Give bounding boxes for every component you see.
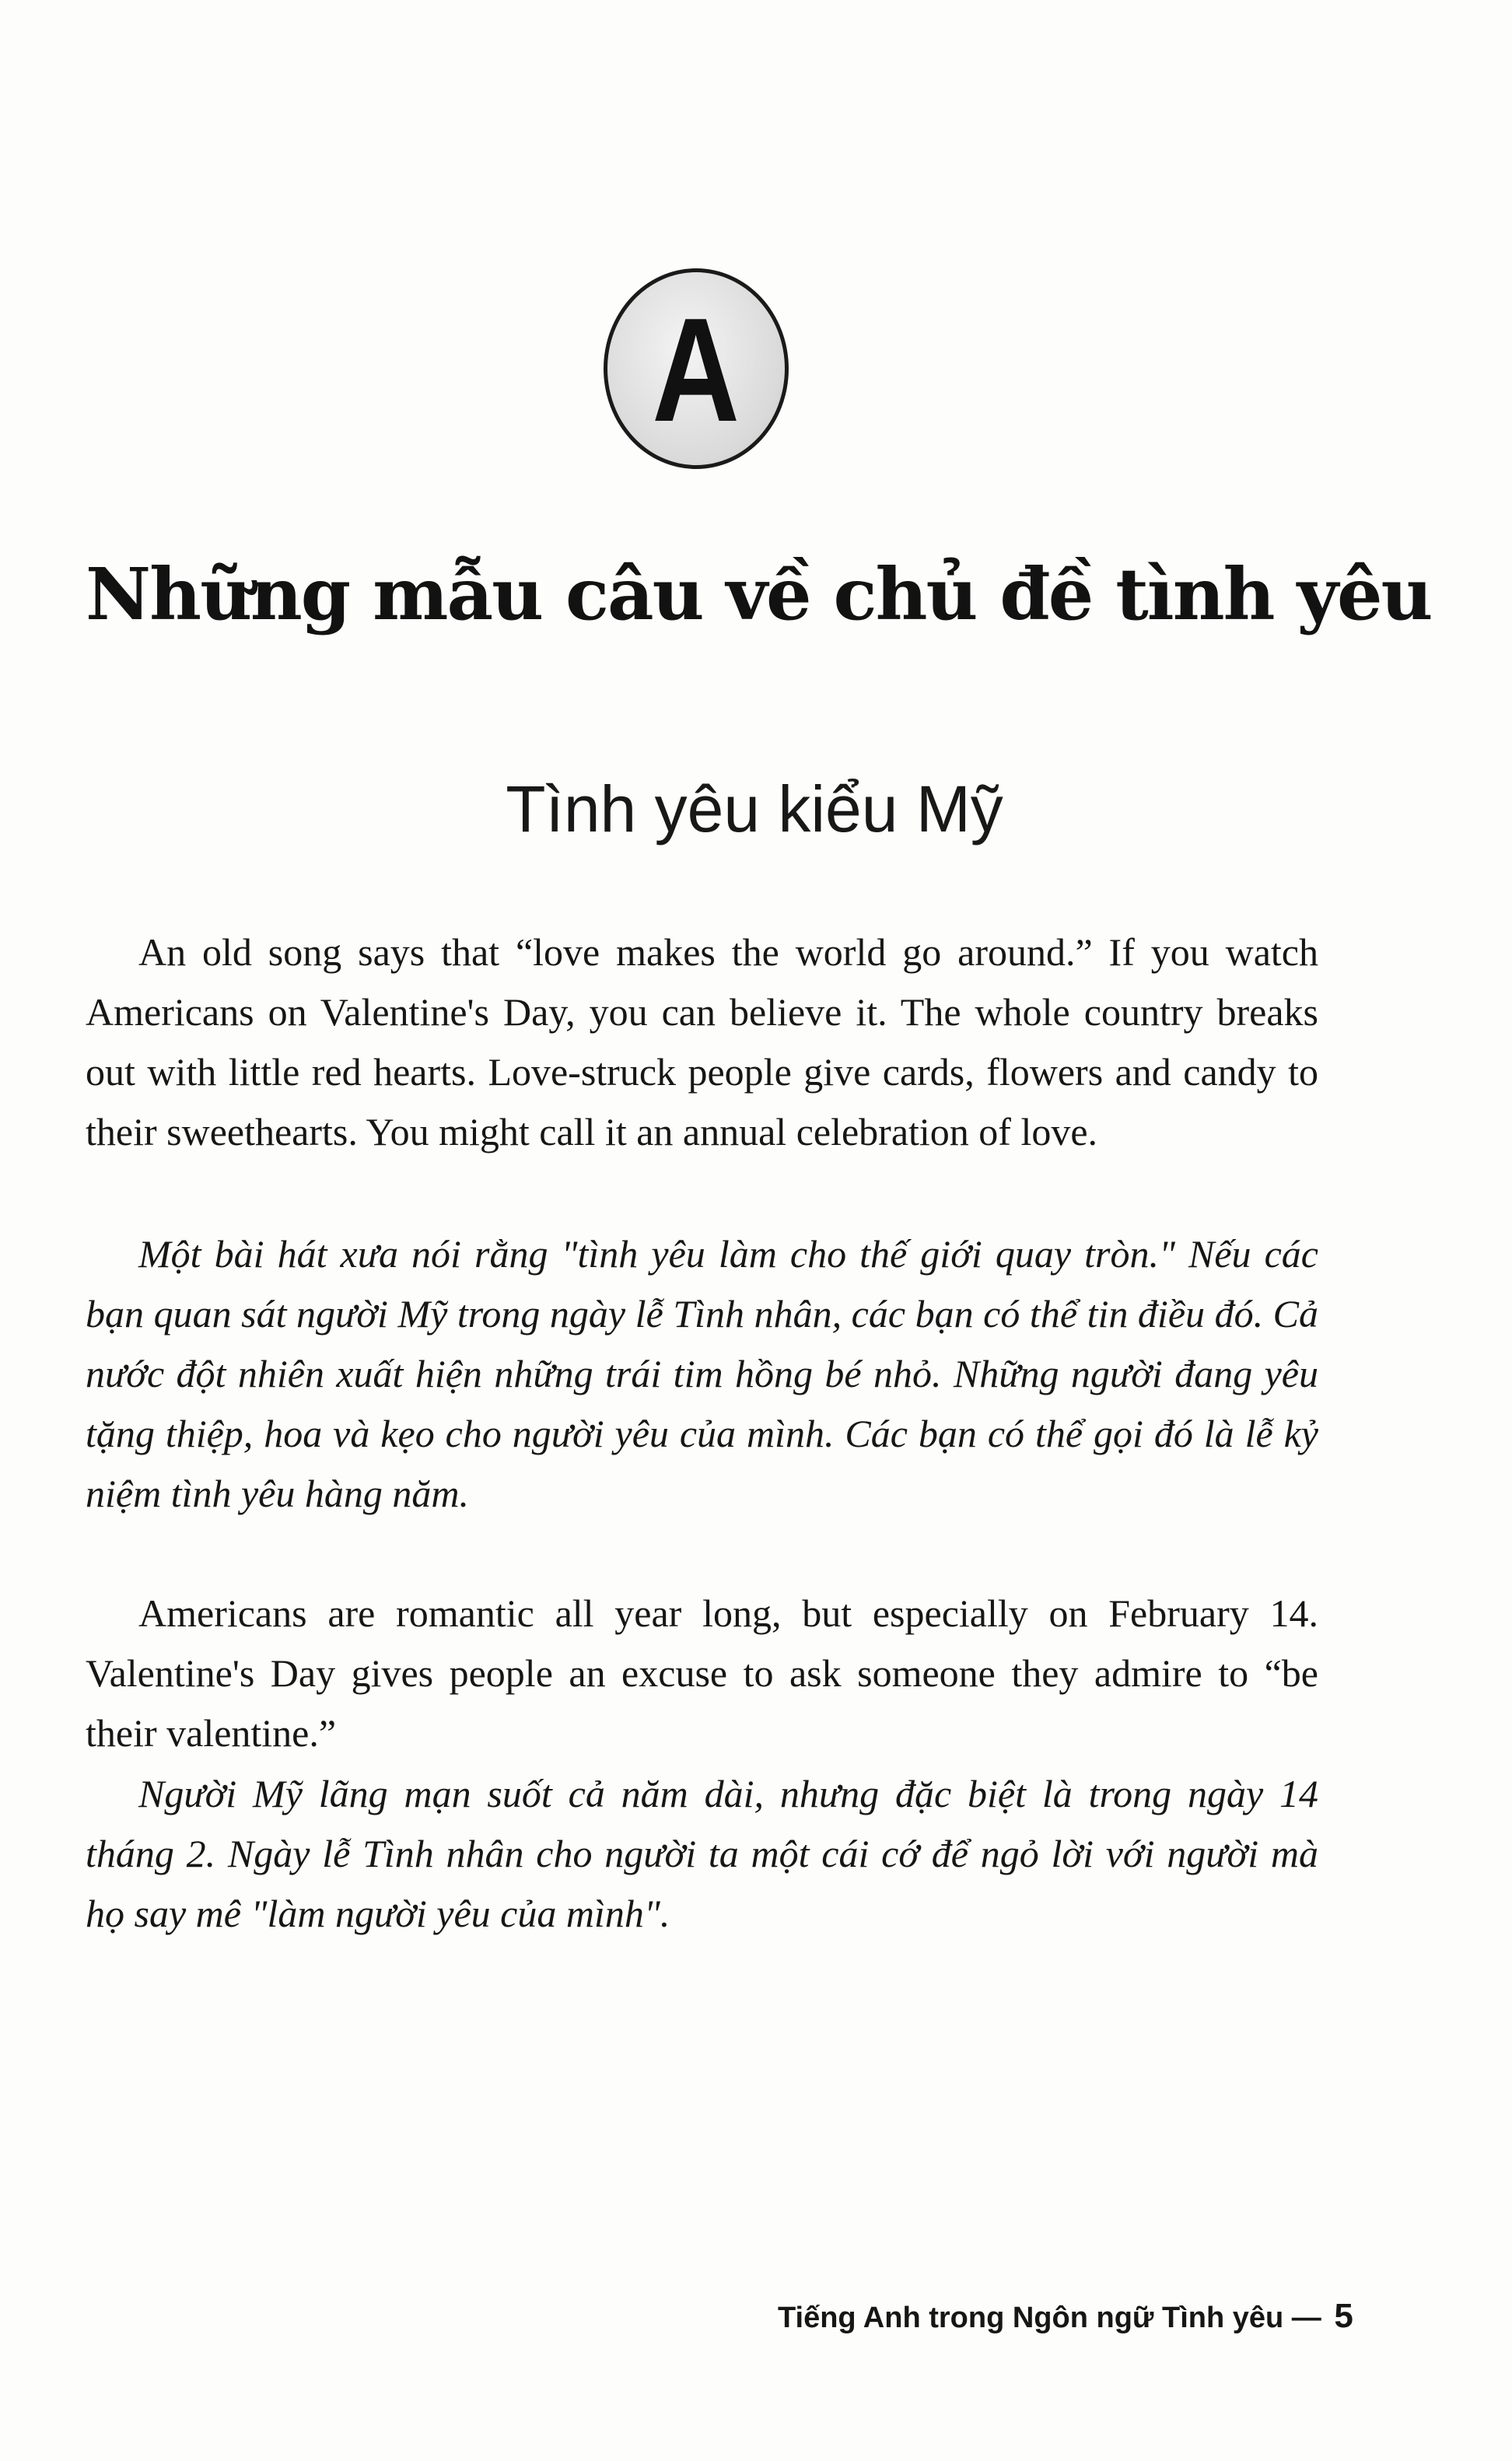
paragraph-vietnamese-2: Người Mỹ lãng mạn suốt cả năm dài, nhưng đặc biệt là trong ngày 14 tháng 2. Ngày lễ Tình nhân cho người ta một cái cớ để ngỏ lời với người mà họ say mê "làm người yêu của mình".: [86, 1772, 1318, 1935]
page-footer: [778, 2296, 1353, 2337]
section-title: Tình yêu kiểu Mỹ: [506, 772, 1003, 845]
chapter-badge: [604, 268, 789, 469]
paragraph-english-1: An old song says that “love makes the world go around.” If you watch Americans on Valentine's Day, you can believe it. The whole country breaks out with little red hearts. Love-struck people give cards, flowers and candy to their sweethearts. You might call it an annual celebration of love.: [86, 930, 1318, 1153]
paragraph-english-2: Americans are romantic all year long, but especially on February 14. Valentine's Day gives people an excuse to ask someone they admire to “be their valentine.”: [86, 1591, 1318, 1755]
footer-book-title: Tiếng Anh trong Ngôn ngữ Tình yêu: [778, 2302, 1284, 2334]
paragraph-vietnamese-1: Một bài hát xưa nói rằng "tình yêu làm cho thế giới quay tròn." Nếu các bạn quan sát người Mỹ trong ngày lễ Tình nhân, các bạn có thể tin điều đó. Cả nước đột nhiên xuất hiện những trái tim hồng bé nhỏ. Những người đang yêu tặng thiệp, hoa và kẹo cho người yêu của mình. Các bạn có thể gọi đó là lễ kỷ niệm tình yêu hàng năm.: [86, 1232, 1318, 1515]
footer-separator: —: [1291, 2302, 1321, 2334]
chapter-letter: A: [652, 288, 740, 453]
chapter-title: Những mẫu câu về chủ đề tình yêu: [86, 552, 1432, 636]
page-number: 5: [1334, 2297, 1353, 2335]
